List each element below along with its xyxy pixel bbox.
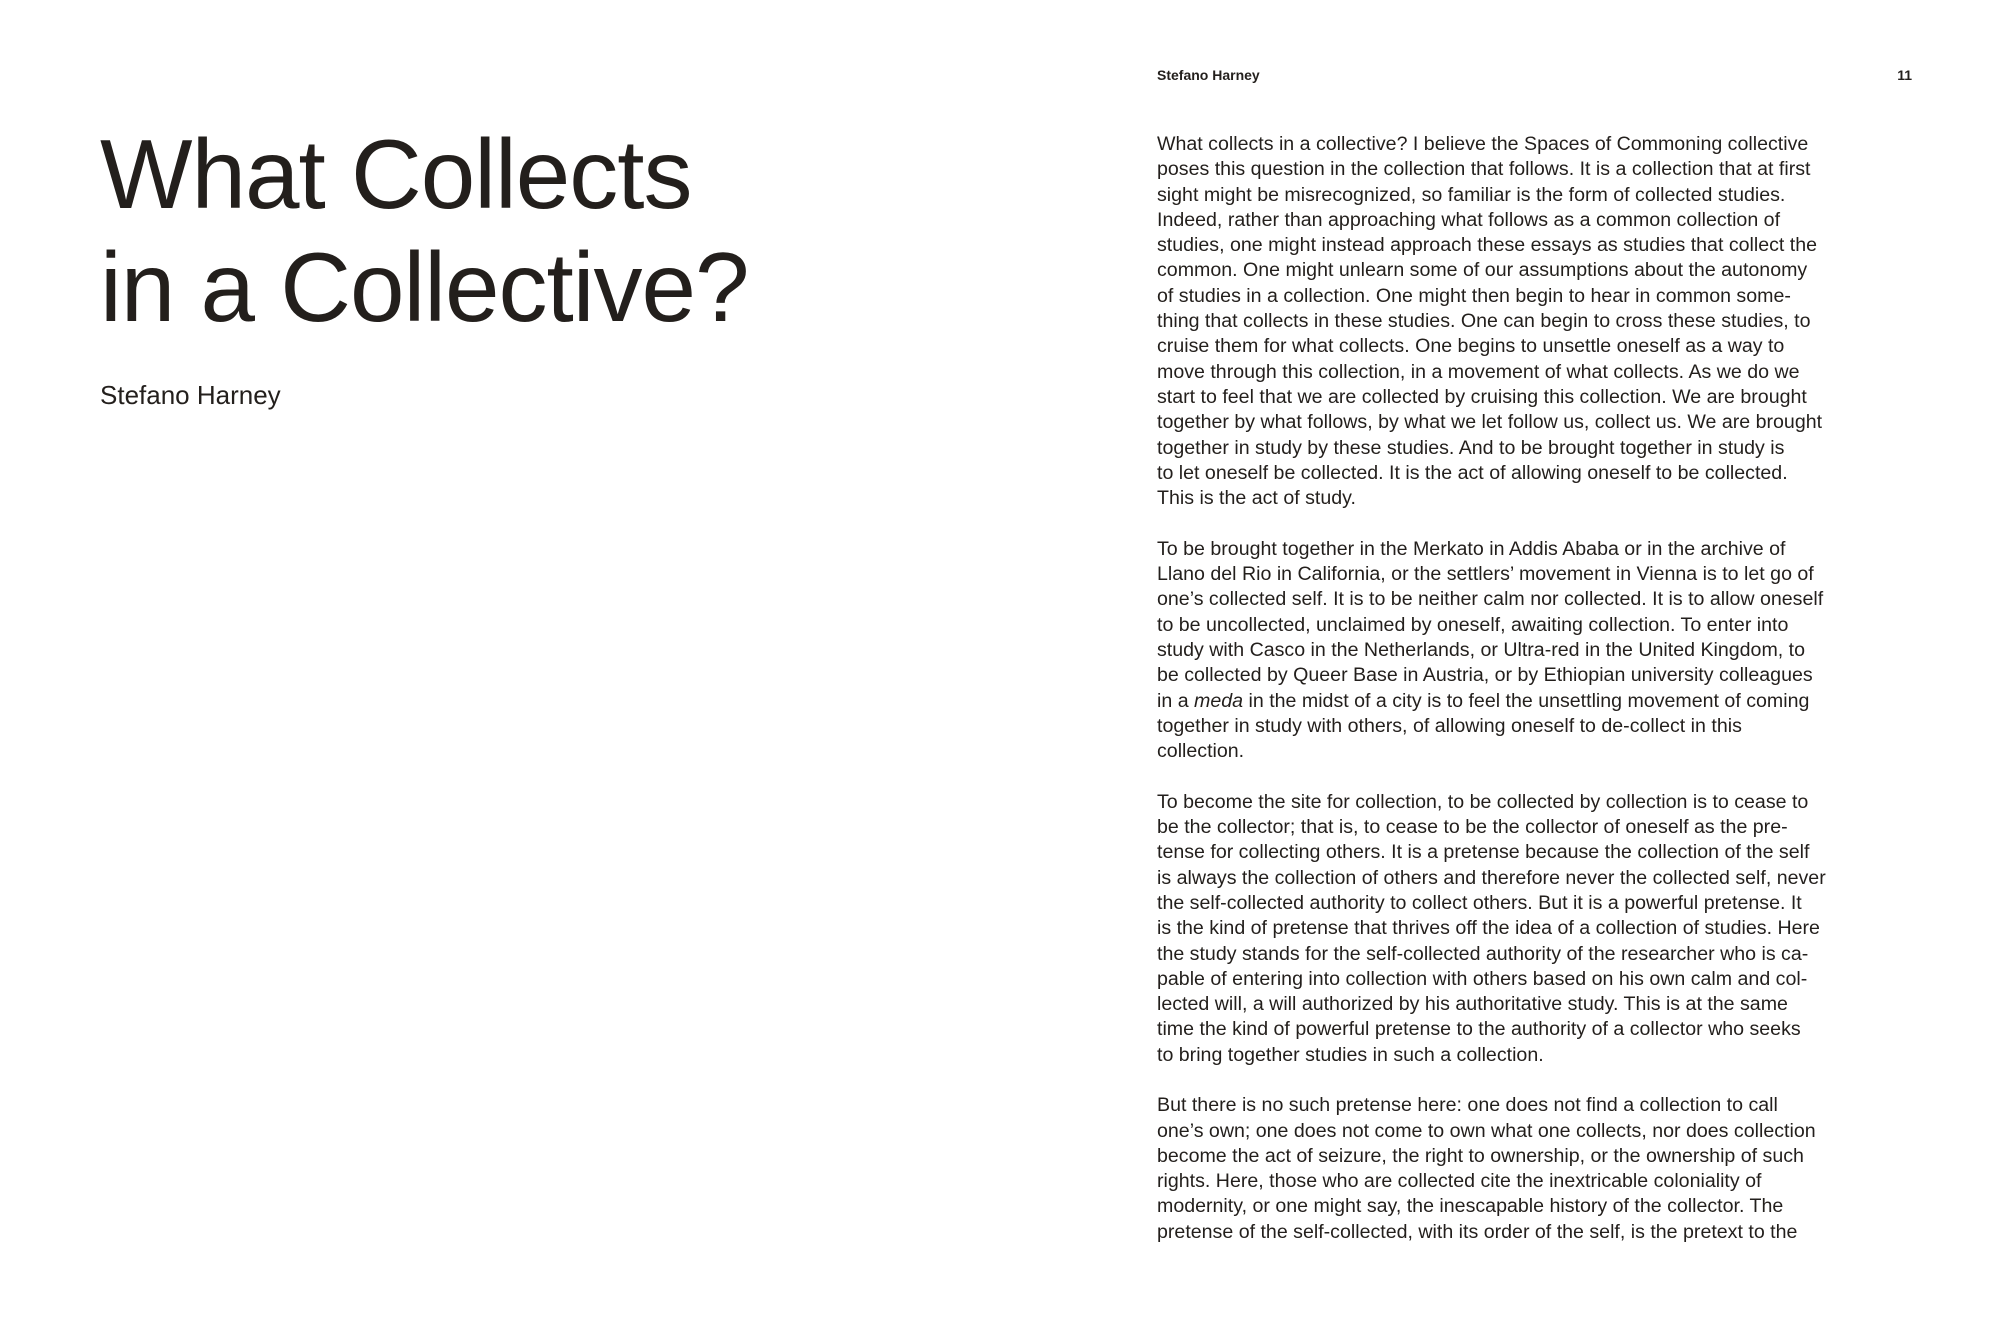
body-text: [1157, 132, 1927, 1270]
text-run: in a: [1157, 689, 1195, 712]
chapter-author: Stefano Harney: [100, 380, 281, 410]
paragraph: [1157, 1093, 1927, 1245]
text-line: Indeed, rather than approaching what follows as a common collection of: [1157, 208, 1781, 231]
text-line: To become the site for collection, to be collected by collection is to cease to: [1157, 790, 1809, 813]
right-page: [1000, 0, 2000, 1333]
text-line: is the kind of pretense that thrives off the idea of a collection of studies. Here: [1157, 917, 1820, 940]
italic-term: meda: [1194, 689, 1244, 712]
text-line: is always the collection of others and therefore never the collected self, never: [1157, 866, 1826, 889]
text-line: be collected by Queer Base in Austria, or by Ethiopian university colleagues: [1157, 664, 1813, 687]
text-line: pable of entering into collection with others based on his own calm and col-: [1157, 967, 1808, 990]
paragraph: [1157, 790, 1927, 1068]
chapter-title-line: What Collects: [100, 119, 692, 229]
text-line: tense for collecting others. It is a pretense because the collection of the self: [1157, 841, 1810, 864]
text-line: the self-collected authority to collect others. But it is a powerful pretense. It: [1157, 891, 1802, 914]
text-line: thing that collects in these studies. One can begin to cross these studies, to: [1157, 310, 1811, 333]
text-line: collection.: [1157, 740, 1245, 763]
text-line: poses this question in the collection that follows. It is a collection that at first: [1157, 158, 1811, 181]
text-line: the study stands for the self-collected authority of the researcher who is ca-: [1157, 942, 1809, 965]
text-line: common. One might unlearn some of our assumptions about the autonomy: [1157, 259, 1808, 282]
text-line: lected will, a will authorized by his authoritative study. This is at the same: [1157, 993, 1788, 1016]
text-line: to bring together studies in such a collection.: [1157, 1043, 1544, 1066]
chapter-title: [100, 118, 749, 344]
text-line: This is the act of study.: [1157, 487, 1356, 510]
text-line: move through this collection, in a movement of what collects. As we do we: [1157, 360, 1800, 383]
text-line: together by what follows, by what we let follow us, collect us. We are brought: [1157, 411, 1823, 434]
text-line: start to feel that we are collected by cruising this collection. We are brought: [1157, 385, 1807, 408]
text-line: cruise them for what collects. One begins to unsettle oneself as a way to: [1157, 335, 1785, 358]
text-line: rights. Here, those who are collected cite the inextricable coloniality of: [1157, 1170, 1762, 1193]
text-line: sight might be misrecognized, so familiar is the form of collected studies.: [1157, 183, 1786, 206]
text-line: to be uncollected, unclaimed by oneself, awaiting collection. To enter into: [1157, 613, 1789, 636]
text-line-with-italic: [1157, 689, 1927, 714]
text-line: modernity, or one might say, the inescapable history of the collector. The: [1157, 1195, 1784, 1218]
text-line: together in study by these studies. And to be brought together in study is: [1157, 436, 1785, 459]
text-line: together in study with others, of allowing oneself to de-collect in this: [1157, 714, 1742, 737]
running-head: Stefano Harney: [1157, 67, 1260, 83]
text-line: be the collector; that is, to cease to be the collector of oneself as the pre-: [1157, 816, 1788, 839]
text-line: pretense of the self-collected, with its order of the self, is the pretext to the: [1157, 1220, 1798, 1243]
text-line: to let oneself be collected. It is the act of allowing oneself to be collected.: [1157, 461, 1788, 484]
page-number: 11: [1897, 67, 1912, 83]
text-line: studies, one might instead approach these essays as studies that collect the: [1157, 234, 1818, 257]
text-run: in the midst of a city is to feel the unsettling movement of coming: [1243, 689, 1810, 712]
text-line: become the act of seizure, the right to ownership, or the ownership of such: [1157, 1144, 1804, 1167]
text-line: study with Casco in the Netherlands, or Ultra-red in the United Kingdom, to: [1157, 638, 1806, 661]
text-line: time the kind of powerful pretense to the authority of a collector who seeks: [1157, 1018, 1801, 1041]
text-line: Llano del Rio in California, or the settlers’ movement in Vienna is to let go of: [1157, 563, 1814, 586]
paragraph: [1157, 537, 1927, 765]
text-line: What collects in a collective? I believe the Spaces of Commoning collective: [1157, 133, 1809, 155]
text-line: To be brought together in the Merkato in Addis Ababa or in the archive of: [1157, 537, 1786, 560]
paragraph: [1157, 132, 1927, 511]
text-line: But there is no such pretense here: one does not find a collection to call: [1157, 1094, 1778, 1117]
text-line: one’s own; one does not come to own what one collects, nor does collection: [1157, 1119, 1816, 1142]
text-line: one’s collected self. It is to be neither calm nor collected. It is to allow oneself: [1157, 588, 1824, 611]
text-line: of studies in a collection. One might then begin to hear in common some-: [1157, 284, 1791, 307]
chapter-title-line: in a Collective?: [100, 232, 749, 342]
